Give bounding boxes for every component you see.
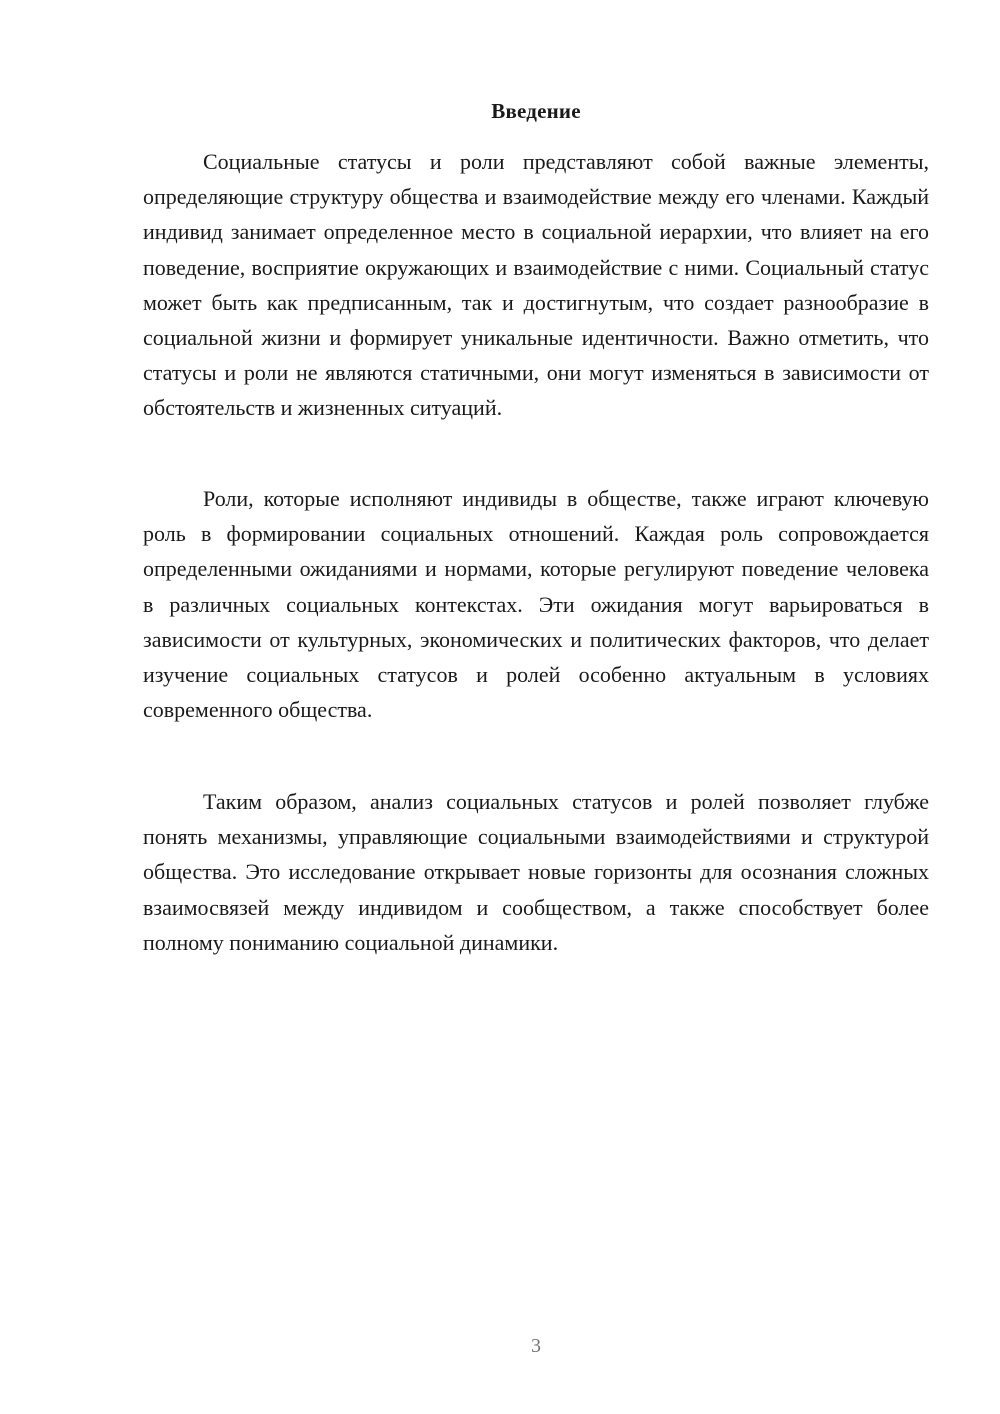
page-number: 3 [531, 1335, 541, 1357]
paragraph-3: Таким образом, анализ социальных статусов и ролей позволяет глубже понять механизмы, управляющие социальными взаимодействиями и структурой общества. Это исследование открывает новые горизонты для осознания сложных взаимосвязей между индивидом и сообществом, а также способствует более полному пониманию социальной динамики. [143, 789, 929, 955]
paragraph-2-container [143, 481, 929, 727]
section-title: Введение [491, 99, 581, 123]
paragraph-3-container [143, 784, 929, 960]
paragraph-2: Роли, которые исполняют индивиды в обществе, также играют ключевую роль в формировании социальных отношений. Каждая роль сопровождается определенными ожиданиями и нормами, которые регулируют поведение человека в различных социальных контекстах. Эти ожидания могут варьироваться в зависимости от культурных, экономических и политических факторов, что делает изучение социальных статусов и ролей особенно актуальным в условиях современного общества. [143, 486, 929, 723]
paragraph-1: Социальные статусы и роли представляют собой важные элементы, определяющие структуру общества и взаимодействие между его членами. Каждый индивид занимает определенное место в социальной иерархии, что влияет на его поведение, восприятие окружающих и взаимодействие с ними. Социальный статус может быть как предписанным, так и достигнутым, что создает разнообразие в социальной жизни и формирует уникальные идентичности. Важно отметить, что статусы и роли не являются статичными, они могут изменяться в зависимости от обстоятельств и жизненных ситуаций. [143, 149, 929, 421]
paragraph-1-container [143, 144, 929, 426]
